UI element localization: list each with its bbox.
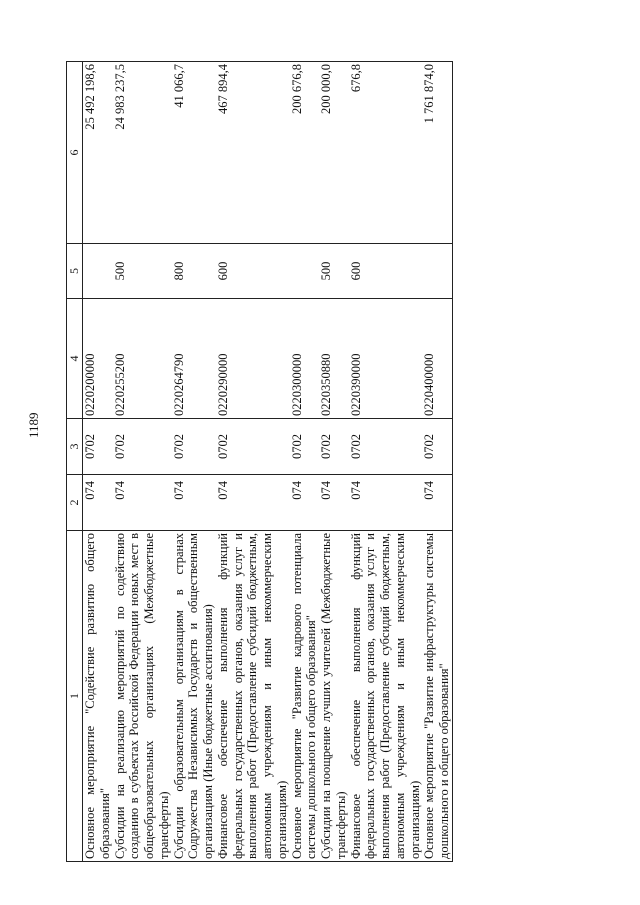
budget-table: [66, 61, 453, 862]
table-row: [83, 62, 113, 862]
column-header: 3: [67, 419, 83, 475]
ministry-code: 074: [216, 475, 290, 531]
section-code: 0702: [290, 419, 320, 475]
section-code: 0702: [349, 419, 423, 475]
target-article-code: 0220290000: [216, 299, 290, 419]
section-code: 0702: [319, 419, 349, 475]
column-header: 1: [67, 531, 83, 862]
amount: 25 492 198,6: [83, 62, 113, 244]
amount: 24 983 237,5: [113, 62, 172, 244]
amount: 467 894,4: [216, 62, 290, 244]
expense-type-code: [290, 244, 320, 299]
target-article-code: 0220390000: [349, 299, 423, 419]
page-number: 1189: [26, 412, 41, 438]
ministry-code: 074: [319, 475, 349, 531]
table-row: [319, 62, 349, 862]
row-description: Субсидии на реализацию мероприятий по содействию созданию в субъектах Российской Федерации новых мест в общеобразовательных организациях (Межбюджетные трансферты): [113, 531, 172, 862]
amount: 1 761 874,0: [422, 62, 452, 244]
ministry-code: 074: [422, 475, 452, 531]
ministry-code: 074: [290, 475, 320, 531]
column-header: 4: [67, 299, 83, 419]
row-description: Финансовое обеспечение выполнения функций федеральных государственных органов, оказания услуг и выполнения работ (Предоставление субсидий бюджетным, автономным учреждениям и иным некоммерческим организациям): [216, 531, 290, 862]
expense-type-code: [422, 244, 452, 299]
row-description: Субсидии на поощрение лучших учителей (Межбюджетные трансферты): [319, 531, 349, 862]
section-code: 0702: [216, 419, 290, 475]
ministry-code: 074: [172, 475, 216, 531]
target-article-code: 0220200000: [83, 299, 113, 419]
target-article-code: 0220400000: [422, 299, 452, 419]
table-row: [172, 62, 216, 862]
column-header: 2: [67, 475, 83, 531]
row-description: Основное мероприятие "Развитие кадрового потенциала системы дошкольного и общего образования": [290, 531, 320, 862]
column-header: 6: [67, 62, 83, 244]
ministry-code: 074: [349, 475, 423, 531]
row-description: Основное мероприятие "Содействие развитию общего образования": [83, 531, 113, 862]
table-header-row: [67, 62, 83, 862]
ministry-code: 074: [113, 475, 172, 531]
section-code: 0702: [83, 419, 113, 475]
row-description: Финансовое обеспечение выполнения функций федеральных государственных органов, оказания услуг и выполнения работ (Предоставление субсидий бюджетным, автономным учреждениям и иным некоммерческим организациям): [349, 531, 423, 862]
target-article-code: 0220264790: [172, 299, 216, 419]
amount: 41 066,7: [172, 62, 216, 244]
expense-type-code: 500: [319, 244, 349, 299]
rotated-page-content: [66, 62, 531, 862]
expense-type-code: 600: [216, 244, 290, 299]
row-description: Субсидии образовательным организациям в странах Содружества Независимых Государств и общественным организациям (Иные бюджетные ассигнования): [172, 531, 216, 862]
table-row: [422, 62, 452, 862]
table-row: [349, 62, 423, 862]
table-row: [113, 62, 172, 862]
ministry-code: 074: [83, 475, 113, 531]
amount: 200 000,0: [319, 62, 349, 244]
amount: 200 676,8: [290, 62, 320, 244]
expense-type-code: 800: [172, 244, 216, 299]
target-article-code: 0220255200: [113, 299, 172, 419]
expense-type-code: 500: [113, 244, 172, 299]
section-code: 0702: [172, 419, 216, 475]
target-article-code: 0220350880: [319, 299, 349, 419]
table-row: [290, 62, 320, 862]
expense-type-code: 600: [349, 244, 423, 299]
table-row: [216, 62, 290, 862]
column-header: 5: [67, 244, 83, 299]
expense-type-code: [83, 244, 113, 299]
section-code: 0702: [422, 419, 452, 475]
section-code: 0702: [113, 419, 172, 475]
amount: 676,8: [349, 62, 423, 244]
target-article-code: 0220300000: [290, 299, 320, 419]
row-description: Основное мероприятие "Развитие инфраструктуры системы дошкольного и общего образования": [422, 531, 452, 862]
